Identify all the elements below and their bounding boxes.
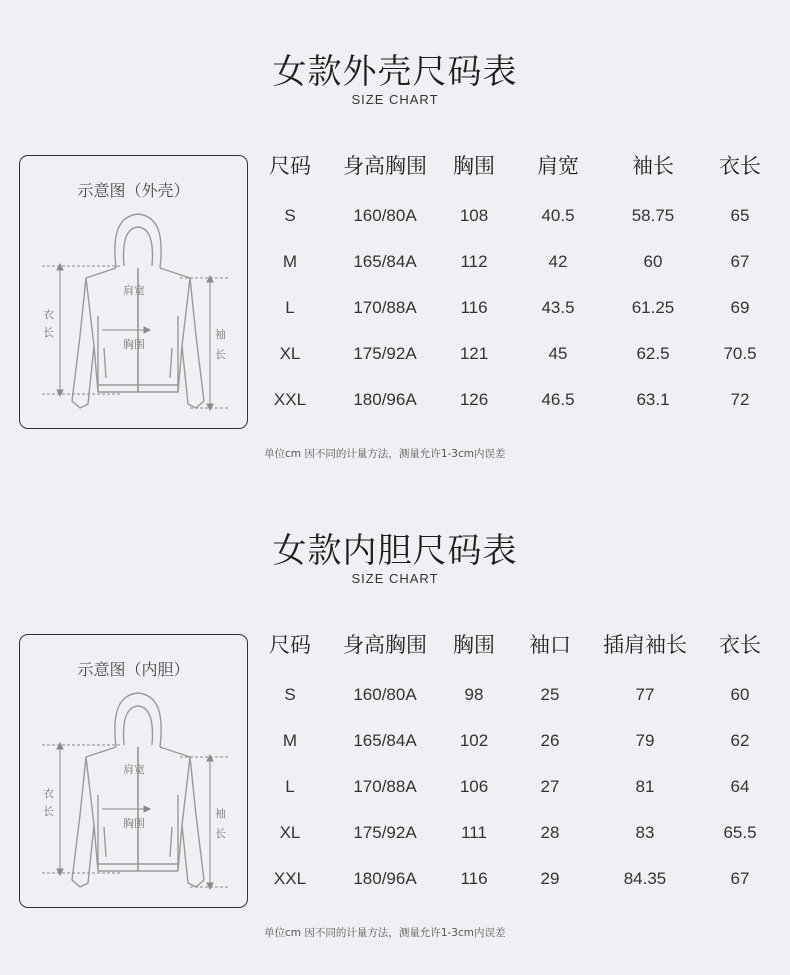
table-cell: XXL — [273, 869, 307, 888]
table-cell: 43.5 — [541, 298, 575, 317]
table-cell: 81 — [635, 777, 655, 796]
table-cell: 84.35 — [623, 869, 667, 888]
table-row — [250, 718, 790, 764]
header-cell: 插肩袖长 — [603, 633, 687, 657]
header-cell: 尺码 — [269, 633, 311, 657]
header-cell: 胸围 — [453, 633, 495, 657]
table-cell: M — [282, 252, 298, 271]
length-label-1: 衣 — [43, 787, 54, 800]
header-cell: 袖口 — [529, 633, 571, 657]
table-cell: 42 — [548, 252, 568, 271]
header-cell: 身高胸围 — [343, 154, 427, 178]
table-cell: L — [285, 777, 295, 796]
table-cell: 72 — [730, 390, 750, 409]
table-cell: M — [282, 731, 298, 750]
table-cell: 180/96A — [353, 390, 417, 409]
table-cell: 65.5 — [723, 823, 757, 842]
table-cell: 121 — [459, 344, 489, 363]
table-cell: 79 — [635, 731, 655, 750]
header-cell: 衣长 — [719, 154, 761, 178]
diagram-caption: 示意图（内胆） — [77, 660, 190, 679]
table-cell: 65 — [730, 206, 750, 225]
table-cell: 60 — [730, 685, 750, 704]
table-cell: 29 — [540, 869, 560, 888]
table-cell: 170/88A — [353, 777, 417, 796]
sleeve-label-1: 袖 — [215, 807, 226, 820]
header-cell: 肩宽 — [537, 154, 579, 178]
table-cell: 111 — [461, 823, 487, 842]
table-header — [250, 622, 790, 668]
table-cell: 106 — [459, 777, 489, 796]
table-cell: 160/80A — [353, 685, 417, 704]
sleeve-label-1: 袖 — [215, 328, 226, 341]
table-row — [250, 672, 790, 718]
sleeve-label-2: 长 — [215, 348, 226, 361]
table-cell: 62 — [730, 731, 750, 750]
table-cell: 116 — [460, 869, 488, 888]
measurement-diagram — [19, 155, 248, 429]
table-cell: 108 — [459, 206, 489, 225]
table-cell: 58.75 — [631, 206, 675, 225]
chest-label: 胸围 — [123, 817, 145, 830]
jacket-outline-icon — [20, 635, 249, 909]
section-title: 女款外壳尺码表 — [272, 52, 518, 92]
header-cell: 衣长 — [719, 633, 761, 657]
table-cell: 126 — [459, 390, 489, 409]
table-row — [250, 331, 790, 377]
measurement-diagram — [19, 634, 248, 908]
section-subtitle: SIZE CHART — [351, 92, 439, 107]
header-cell: 尺码 — [269, 154, 311, 178]
table-cell: 28 — [540, 823, 560, 842]
table-row — [250, 285, 790, 331]
section-title: 女款内胆尺码表 — [272, 531, 518, 571]
table-cell: 77 — [635, 685, 655, 704]
table-cell: 26 — [540, 731, 560, 750]
table-cell: XL — [279, 344, 301, 363]
table-cell: XXL — [273, 390, 307, 409]
table-cell: 70.5 — [723, 344, 757, 363]
table-cell: 160/80A — [353, 206, 417, 225]
table-cell: 175/92A — [353, 823, 417, 842]
table-cell: 180/96A — [353, 869, 417, 888]
table-cell: 165/84A — [353, 731, 417, 750]
table-cell: 64 — [730, 777, 750, 796]
table-cell: 61.25 — [631, 298, 675, 317]
table-cell: XL — [279, 823, 301, 842]
shoulder-label: 肩宽 — [123, 763, 145, 776]
table-row — [250, 193, 790, 239]
table-cell: 116 — [460, 298, 488, 317]
table-cell: 112 — [460, 252, 488, 271]
table-cell: 67 — [730, 252, 750, 271]
table-cell: 170/88A — [353, 298, 417, 317]
table-cell: L — [285, 298, 295, 317]
table-cell: 60 — [643, 252, 663, 271]
table-cell: 83 — [635, 823, 655, 842]
table-cell: 175/92A — [353, 344, 417, 363]
table-row — [250, 764, 790, 810]
table-cell: 63.1 — [636, 390, 670, 409]
jacket-outline-icon — [20, 156, 249, 430]
table-cell: 67 — [730, 869, 750, 888]
header-cell: 袖长 — [632, 154, 674, 178]
table-cell: 69 — [730, 298, 750, 317]
table-cell: 46.5 — [541, 390, 575, 409]
table-cell: 40.5 — [541, 206, 575, 225]
table-cell: S — [284, 685, 296, 704]
chest-label: 胸围 — [123, 338, 145, 351]
table-cell: 25 — [540, 685, 560, 704]
table-row — [250, 856, 790, 902]
header-cell: 身高胸围 — [343, 633, 427, 657]
table-row — [250, 239, 790, 285]
table-cell: 165/84A — [353, 252, 417, 271]
length-label-2: 长 — [43, 326, 54, 339]
table-cell: 62.5 — [636, 344, 670, 363]
header-cell: 胸围 — [453, 154, 495, 178]
table-cell: 45 — [548, 344, 568, 363]
length-label-2: 长 — [43, 805, 54, 818]
table-header — [250, 143, 790, 189]
sleeve-label-2: 长 — [215, 827, 226, 840]
shoulder-label: 肩宽 — [123, 284, 145, 297]
length-label-1: 衣 — [43, 308, 54, 321]
table-cell: S — [284, 206, 296, 225]
measurement-note: 单位cm 因不同的计量方法，测量允许1-3cm内误差 — [264, 448, 506, 460]
table-cell: 27 — [540, 777, 560, 796]
table-cell: 98 — [464, 685, 484, 704]
section-subtitle: SIZE CHART — [351, 571, 439, 586]
diagram-caption: 示意图（外壳） — [77, 181, 190, 200]
table-row — [250, 377, 790, 423]
table-row — [250, 810, 790, 856]
table-cell: 102 — [459, 731, 489, 750]
measurement-note: 单位cm 因不同的计量方法，测量允许1-3cm内误差 — [264, 927, 506, 939]
